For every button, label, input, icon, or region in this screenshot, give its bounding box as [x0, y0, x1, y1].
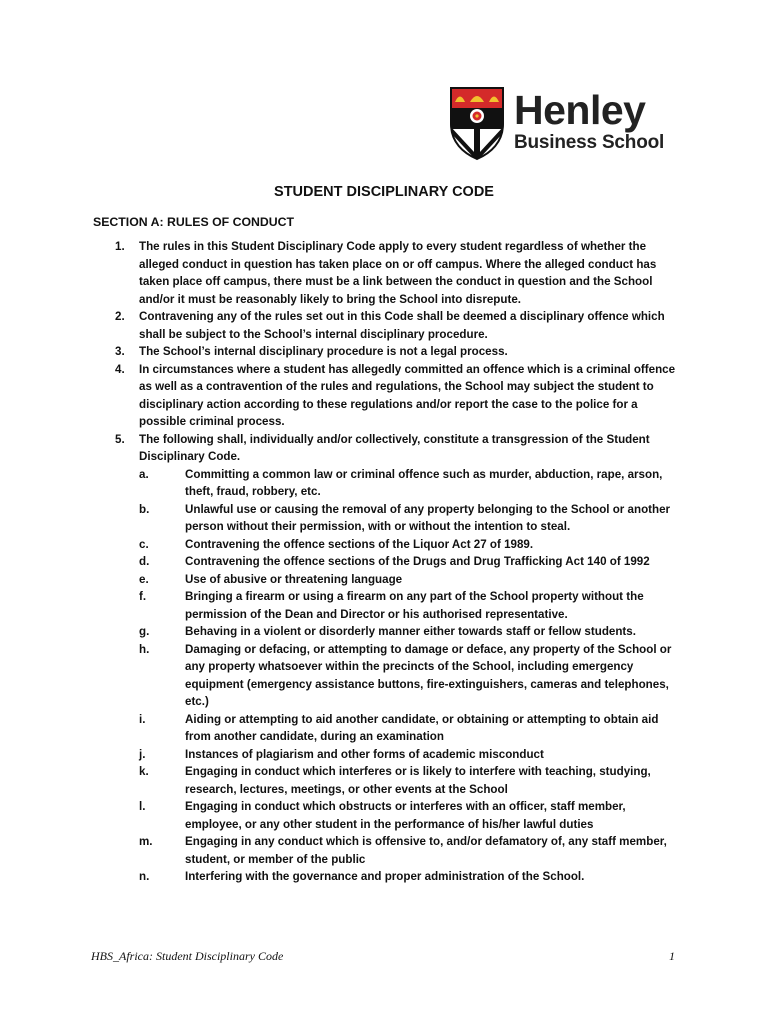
sub-item-letter: a. — [139, 467, 149, 481]
sub-item — [139, 746, 683, 764]
sub-item-text: Unlawful use or causing the removal of any property belonging to the School or another person without their permission, with or without the intention to steal. — [185, 502, 671, 533]
rule-number: 3. — [115, 345, 125, 358]
sub-item-text: Use of abusive or threatening language — [185, 572, 403, 586]
sub-item — [139, 868, 683, 886]
sub-item — [139, 798, 683, 833]
sub-item-text: Interfering with the governance and proper administration of the School. — [185, 870, 585, 883]
sub-item-text: Damaging or defacing, or attempting to damage or deface, any property of the School or any property whatsoever within the precincts of the School, including emergency equipment (emergency assistance buttons, fire-extinguishers, cameras and telephones, etc.) — [185, 642, 672, 708]
sub-item-letter: e. — [139, 572, 149, 586]
sub-item — [139, 501, 683, 536]
rule-item — [93, 308, 683, 343]
henley-crest-icon — [449, 86, 505, 162]
rule-text: The following shall, individually and/or collectively, constitute a transgression of the Student Disciplinary Code. — [139, 432, 650, 463]
sub-item-letter: k. — [139, 765, 149, 778]
sub-item-text: Bringing a firearm or using a firearm on any part of the School property without the permission of the Dean and Director or his authorised representative. — [185, 590, 644, 621]
sub-item-letter: c. — [139, 537, 149, 551]
sub-item — [139, 553, 683, 571]
document-title: STUDENT DISCIPLINARY CODE — [274, 184, 494, 200]
sub-item-letter: j. — [139, 747, 146, 761]
rule-item — [93, 238, 683, 308]
sub-item-text: Contravening the offence sections of the Drugs and Drug Trafficking Act 140 of 1992 — [185, 555, 650, 568]
logo-subtitle: Business School — [514, 132, 665, 153]
sub-item-text: Instances of plagiarism and other forms of academic misconduct — [185, 747, 544, 761]
rule-item — [93, 343, 683, 361]
rules-list — [93, 238, 683, 886]
rule-number: 2. — [115, 310, 125, 323]
sub-item-text: Engaging in any conduct which is offensive to, and/or defamatory of, any staff member, student, or member of the public — [185, 835, 667, 866]
rule-number: 4. — [115, 362, 125, 376]
sub-item-letter: d. — [139, 555, 150, 568]
sub-item — [139, 641, 683, 711]
sub-item-letter: f. — [139, 590, 147, 603]
rule-number: 5. — [115, 432, 125, 446]
sub-item — [139, 466, 683, 501]
sub-item-text: Engaging in conduct which interferes or is likely to interfere with teaching, studying, research, lectures, meetings, or other events at the School — [185, 765, 651, 796]
rule-item — [93, 361, 683, 431]
section-heading: SECTION A: RULES OF CONDUCT — [93, 215, 295, 229]
footer-document-name: HBS_Africa: Student Disciplinary Code — [91, 949, 284, 963]
sub-item-letter: b. — [139, 502, 150, 516]
logo-name: Henley — [514, 87, 646, 133]
transgression-list — [139, 466, 683, 886]
rule-text: In circumstances where a student has allegedly committed an offence which is a criminal offence as well as a contravention of the rules and regulations, the School may subject the student to disciplinary action according to these regulations and/or report the case to the police for a possible criminal process. — [139, 362, 676, 428]
rule-text: Contravening any of the rules set out in this Code shall be deemed a disciplinary offence which shall be subject to the School’s internal disciplinary procedure. — [139, 310, 665, 341]
sub-item-letter: h. — [139, 642, 150, 656]
sub-item-letter: m. — [139, 835, 153, 848]
sub-item — [139, 571, 683, 589]
sub-item — [139, 588, 683, 623]
rule-text: The School’s internal disciplinary procedure is not a legal process. — [139, 345, 508, 358]
sub-item-letter: n. — [139, 870, 150, 883]
sub-item — [139, 711, 683, 746]
sub-item-text: Behaving in a violent or disorderly manner either towards staff or fellow students. — [185, 625, 636, 638]
sub-item-text: Committing a common law or criminal offence such as murder, abduction, rape, arson, theft, fraud, robbery, etc. — [185, 467, 663, 498]
rule-number: 1. — [115, 240, 125, 253]
rule-item — [93, 431, 683, 886]
sub-item-letter: i. — [139, 712, 146, 726]
page-number: 1 — [669, 949, 675, 963]
sub-item — [139, 536, 683, 554]
sub-item-text: Engaging in conduct which obstructs or interferes with an officer, staff member, employee, or any other student in the performance of his/her lawful duties — [185, 800, 626, 831]
henley-logo — [449, 86, 681, 162]
rule-text: The rules in this Student Disciplinary Code apply to every student regardless of whether the alleged conduct in question has taken place on or off campus. Where the alleged conduct has taken place off campus, there must be a link between the conduct in question and the School and/or it must be reasonably likely to bring the School into disrepute. — [139, 240, 657, 306]
sub-item-letter: l. — [139, 800, 146, 813]
sub-item-text: Aiding or attempting to aid another candidate, or obtaining or attempting to obtain aid from another candidate, during an examination — [185, 712, 659, 743]
sub-item-letter: g. — [139, 625, 150, 638]
sub-item — [139, 623, 683, 641]
sub-item — [139, 833, 683, 868]
sub-item-text: Contravening the offence sections of the Liquor Act 27 of 1989. — [185, 537, 534, 551]
sub-item — [139, 763, 683, 798]
